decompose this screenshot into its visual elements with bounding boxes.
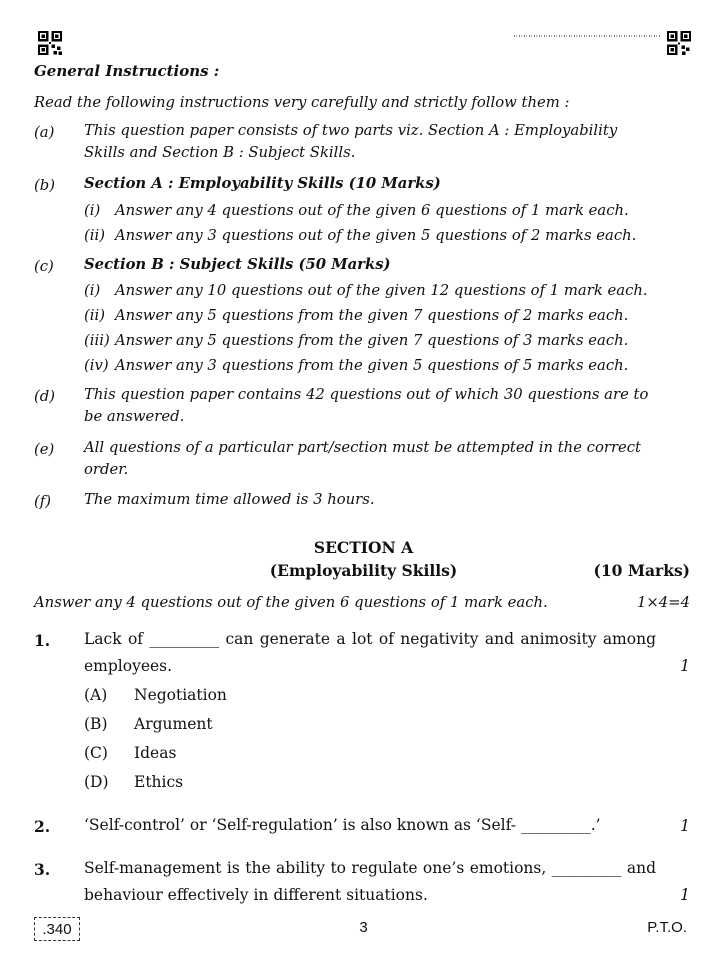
instruction-line: This question paper contains 42 questions out of which 30 questions are to bbox=[84, 386, 649, 403]
instruction-line: be answered. bbox=[84, 408, 185, 425]
section-title: SECTION A bbox=[313, 538, 414, 557]
question-number: 3. bbox=[34, 860, 51, 879]
option-label: (A) bbox=[84, 686, 108, 704]
option-text: Negotiation bbox=[134, 686, 227, 704]
instruction-line: Skills and Section B : Subject Skills. bbox=[84, 144, 356, 161]
sub-instruction bbox=[84, 357, 628, 374]
sub-instruction bbox=[84, 282, 648, 299]
instruction-label: (d) bbox=[34, 388, 56, 405]
question-number: 2. bbox=[34, 817, 51, 836]
option-item bbox=[84, 744, 176, 762]
sub-instruction-text: Answer any 5 questions from the given 7 questions of 3 marks each. bbox=[115, 332, 629, 349]
instruction-a bbox=[84, 120, 659, 164]
instruction-f bbox=[84, 489, 659, 511]
option-label: (C) bbox=[84, 744, 108, 762]
option-item bbox=[84, 773, 183, 791]
instruction-label: (a) bbox=[34, 124, 55, 141]
sub-instruction-number: (iv) bbox=[84, 357, 109, 374]
option-item bbox=[84, 686, 227, 704]
sub-instruction-text: Answer any 3 questions from the given 5 questions of 5 marks each. bbox=[115, 357, 629, 374]
question-mark: 1 bbox=[680, 886, 690, 904]
instruction-label: (b) bbox=[34, 177, 56, 194]
option-text: Ideas bbox=[134, 744, 177, 762]
general-instructions-title: General Instructions : bbox=[34, 62, 220, 80]
question-text: Lack of _________ can generate a lot of negativity and animosity among employees. bbox=[84, 630, 656, 675]
option-label: (D) bbox=[84, 773, 109, 791]
sub-instruction bbox=[84, 227, 636, 244]
instruction-label: (c) bbox=[34, 258, 54, 275]
instruction-c-heading: Section B : Subject Skills (50 Marks) bbox=[84, 256, 391, 273]
page-number: 3 bbox=[359, 919, 368, 936]
qr-code-icon bbox=[38, 31, 62, 55]
barcode-strip bbox=[514, 35, 660, 37]
qr-code-icon bbox=[667, 31, 691, 55]
section-marks: (10 Marks) bbox=[593, 561, 690, 580]
option-label: (B) bbox=[84, 715, 108, 733]
instruction-d bbox=[84, 384, 659, 428]
instruction-label: (e) bbox=[34, 441, 55, 458]
sub-instruction-text: Answer any 10 questions out of the given 12 questions of 1 mark each. bbox=[115, 282, 648, 299]
question-number: 1. bbox=[34, 631, 51, 650]
sub-instruction bbox=[84, 332, 628, 349]
sub-instruction-number: (iii) bbox=[84, 332, 110, 349]
section-instruction: Answer any 4 questions out of the given 6 questions of 1 mark each. bbox=[34, 594, 548, 611]
question-mark: 1 bbox=[680, 817, 690, 835]
option-item bbox=[84, 715, 213, 733]
instruction-line: order. bbox=[84, 461, 129, 478]
instruction-line: All questions of a particular part/section must be attempted in the correct bbox=[84, 439, 642, 456]
sub-instruction-number: (ii) bbox=[84, 307, 106, 324]
instruction-line: This question paper consists of two parts viz. Section A : Employability bbox=[84, 122, 618, 139]
paper-code: .340 bbox=[34, 917, 80, 941]
section-subtitle: (Employability Skills) bbox=[269, 561, 458, 580]
question-mark: 1 bbox=[680, 657, 690, 675]
sub-instruction-text: Answer any 4 questions out of the given 6 questions of 1 mark each. bbox=[115, 202, 629, 219]
sub-instruction-number: (i) bbox=[84, 282, 101, 299]
pto-label: P.T.O. bbox=[647, 919, 687, 936]
question-text: Self-management is the ability to regulate one’s emotions, _________ and behaviour effectively in different situations. bbox=[84, 859, 656, 904]
sub-instruction-text: Answer any 3 questions out of the given 5 questions of 2 marks each. bbox=[115, 227, 637, 244]
sub-instruction-number: (ii) bbox=[84, 227, 106, 244]
sub-instruction bbox=[84, 202, 629, 219]
option-text: Argument bbox=[134, 715, 213, 733]
section-instruction-marks: 1×4=4 bbox=[636, 594, 690, 611]
instruction-label: (f) bbox=[34, 493, 52, 510]
sub-instruction-number: (i) bbox=[84, 202, 101, 219]
option-text: Ethics bbox=[134, 773, 184, 791]
instruction-e bbox=[84, 437, 659, 481]
question-text: ‘Self-control’ or ‘Self-regulation’ is also known as ‘Self- _________.’ bbox=[84, 816, 601, 834]
sub-instruction-text: Answer any 5 questions from the given 7 questions of 2 marks each. bbox=[115, 307, 629, 324]
instruction-b-heading: Section A : Employability Skills (10 Marks) bbox=[84, 175, 441, 192]
instruction-line: The maximum time allowed is 3 hours. bbox=[84, 491, 375, 508]
sub-instruction bbox=[84, 307, 628, 324]
general-instructions-intro: Read the following instructions very carefully and strictly follow them : bbox=[34, 94, 570, 111]
